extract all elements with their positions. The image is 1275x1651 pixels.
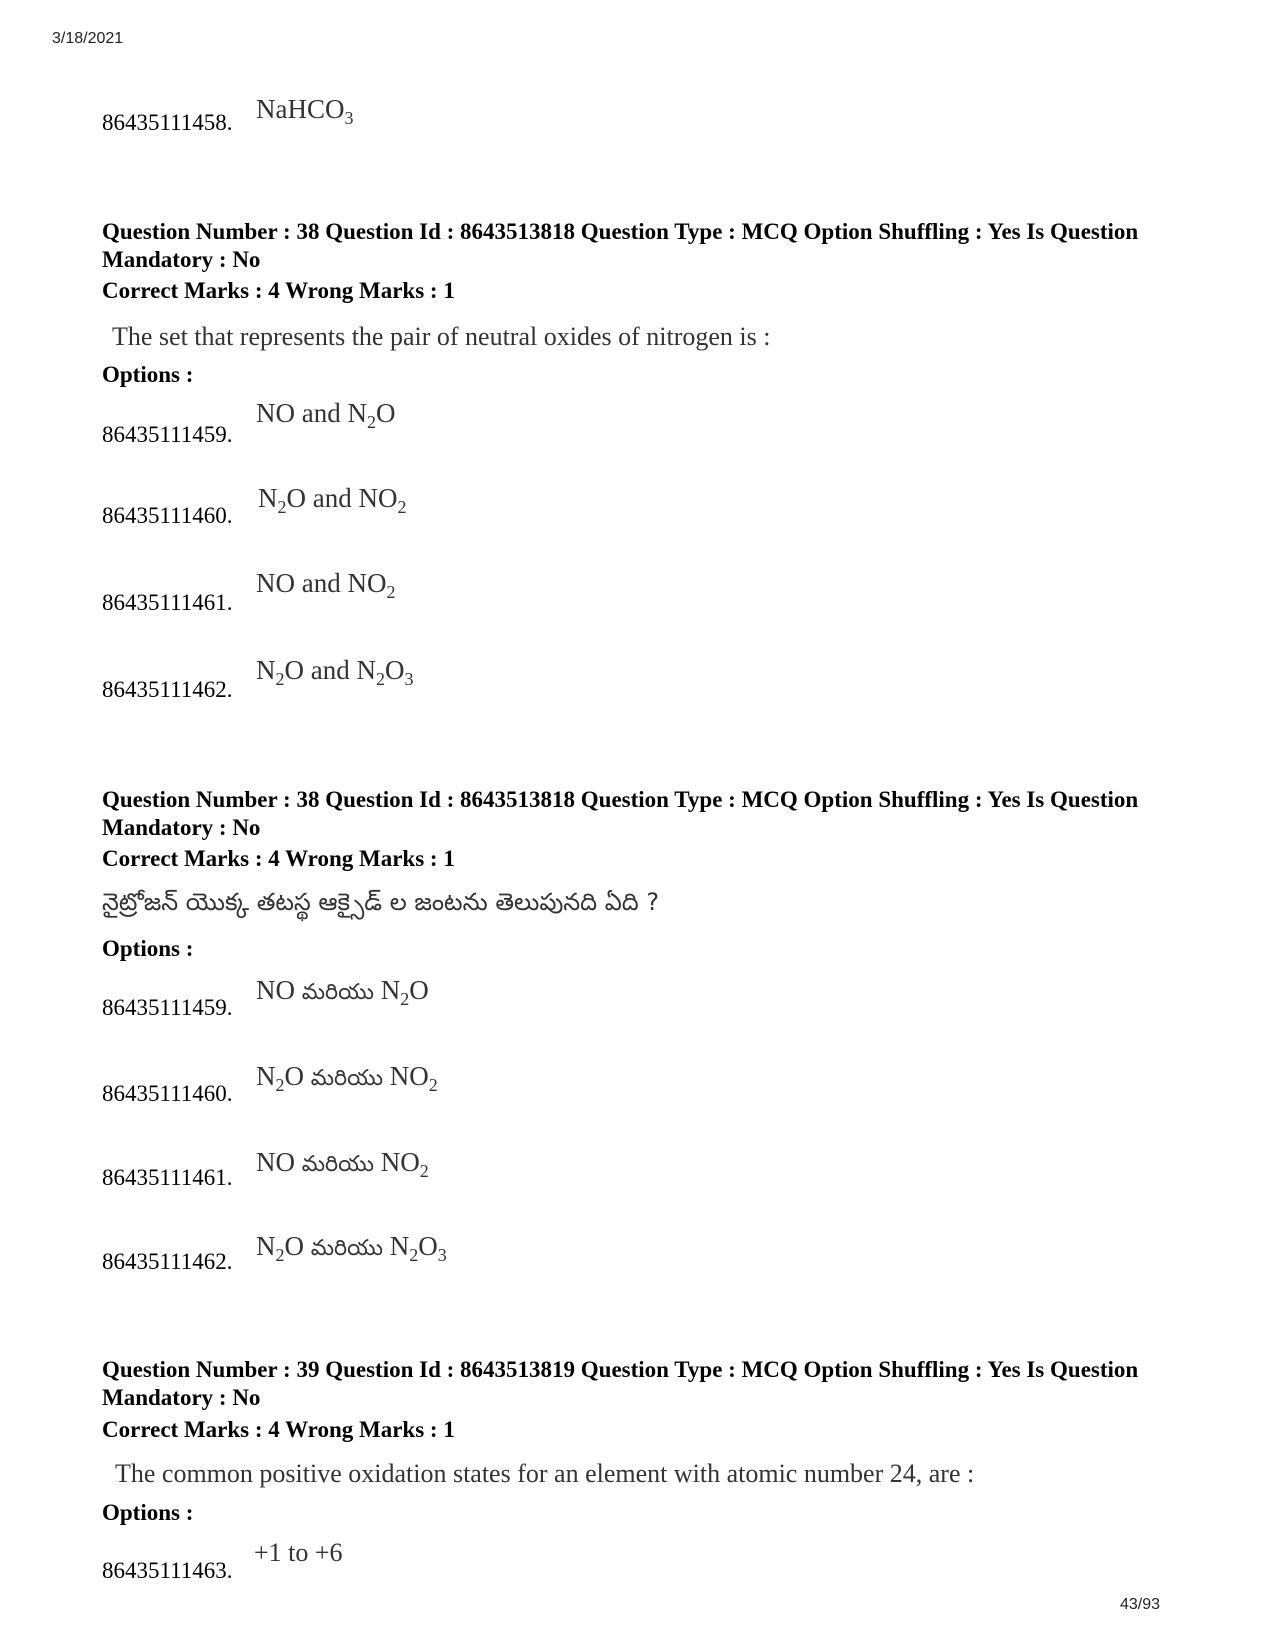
option-formula: NaHCO$_3$ [256,94,354,128]
option-id: 86435111463. [102,1558,233,1583]
question-38-te-header: Question Number : 38 Question Id : 8643513818 Question Type : MCQ Option Shuffling : Yes Is Question Mandatory : No [102,787,1139,840]
option-id: 86435111458. [102,110,233,135]
question-39-text: The common positive oxidation states for an element with atomic number 24, are : [115,1459,975,1488]
question-39-header: Question Number : 39 Question Id : 8643513819 Question Type : MCQ Option Shuffling : Yes Is Question Mandatory : No [102,1357,1139,1410]
option-id: 86435111460. [102,503,233,528]
option-id: 86435111459. [102,422,233,447]
option-formula: NO and $NO_2$ [256,568,396,602]
option-formula: NO మరియు $N_2O$ [256,975,429,1009]
option-id: 86435111462. [102,1249,233,1274]
question-38-text: The set that represents the pair of neutral oxides of nitrogen is : [112,322,771,351]
option-formula: +1 to +6 [254,1538,343,1567]
option-formula: $N_2O$ మరియు $N_2O_3$ [256,1231,447,1265]
options-label: Options : [102,362,194,387]
question-38-header: Question Number : 38 Question Id : 8643513818 Question Type : MCQ Option Shuffling : Yes Is Question Mandatory : No [102,219,1139,272]
question-38-te-marks: Correct Marks : 4 Wrong Marks : 1 [102,846,455,871]
question-39-marks: Correct Marks : 4 Wrong Marks : 1 [102,1417,455,1442]
question-38-marks: Correct Marks : 4 Wrong Marks : 1 [102,278,455,303]
option-formula: NO మరియు $NO_2$ [256,1147,429,1181]
option-id: 86435111461. [102,590,233,615]
options-label: Options : [102,936,194,961]
print-date: 3/18/2021 [52,30,124,47]
option-formula: $N_2O$ మరియు $NO_2$ [256,1061,438,1095]
question-38-te-text: నైట్రోజన్ యొక్క తటస్థ ఆక్సైడ్ ల జంటను తెలుపునది ఏది ? [102,888,660,916]
option-formula: NO and $N_2O$ [256,398,396,432]
page-number: 43/93 [1119,1596,1160,1613]
option-formula: $N_2O$ and $NO_2$ [258,483,407,517]
option-id: 86435111460. [102,1081,233,1106]
option-id: 86435111459. [102,995,233,1020]
options-label: Options : [102,1500,194,1525]
option-id: 86435111461. [102,1165,233,1190]
option-formula: $N_2O$ and $N_2O_3$ [256,655,414,689]
option-id: 86435111462. [102,677,233,702]
